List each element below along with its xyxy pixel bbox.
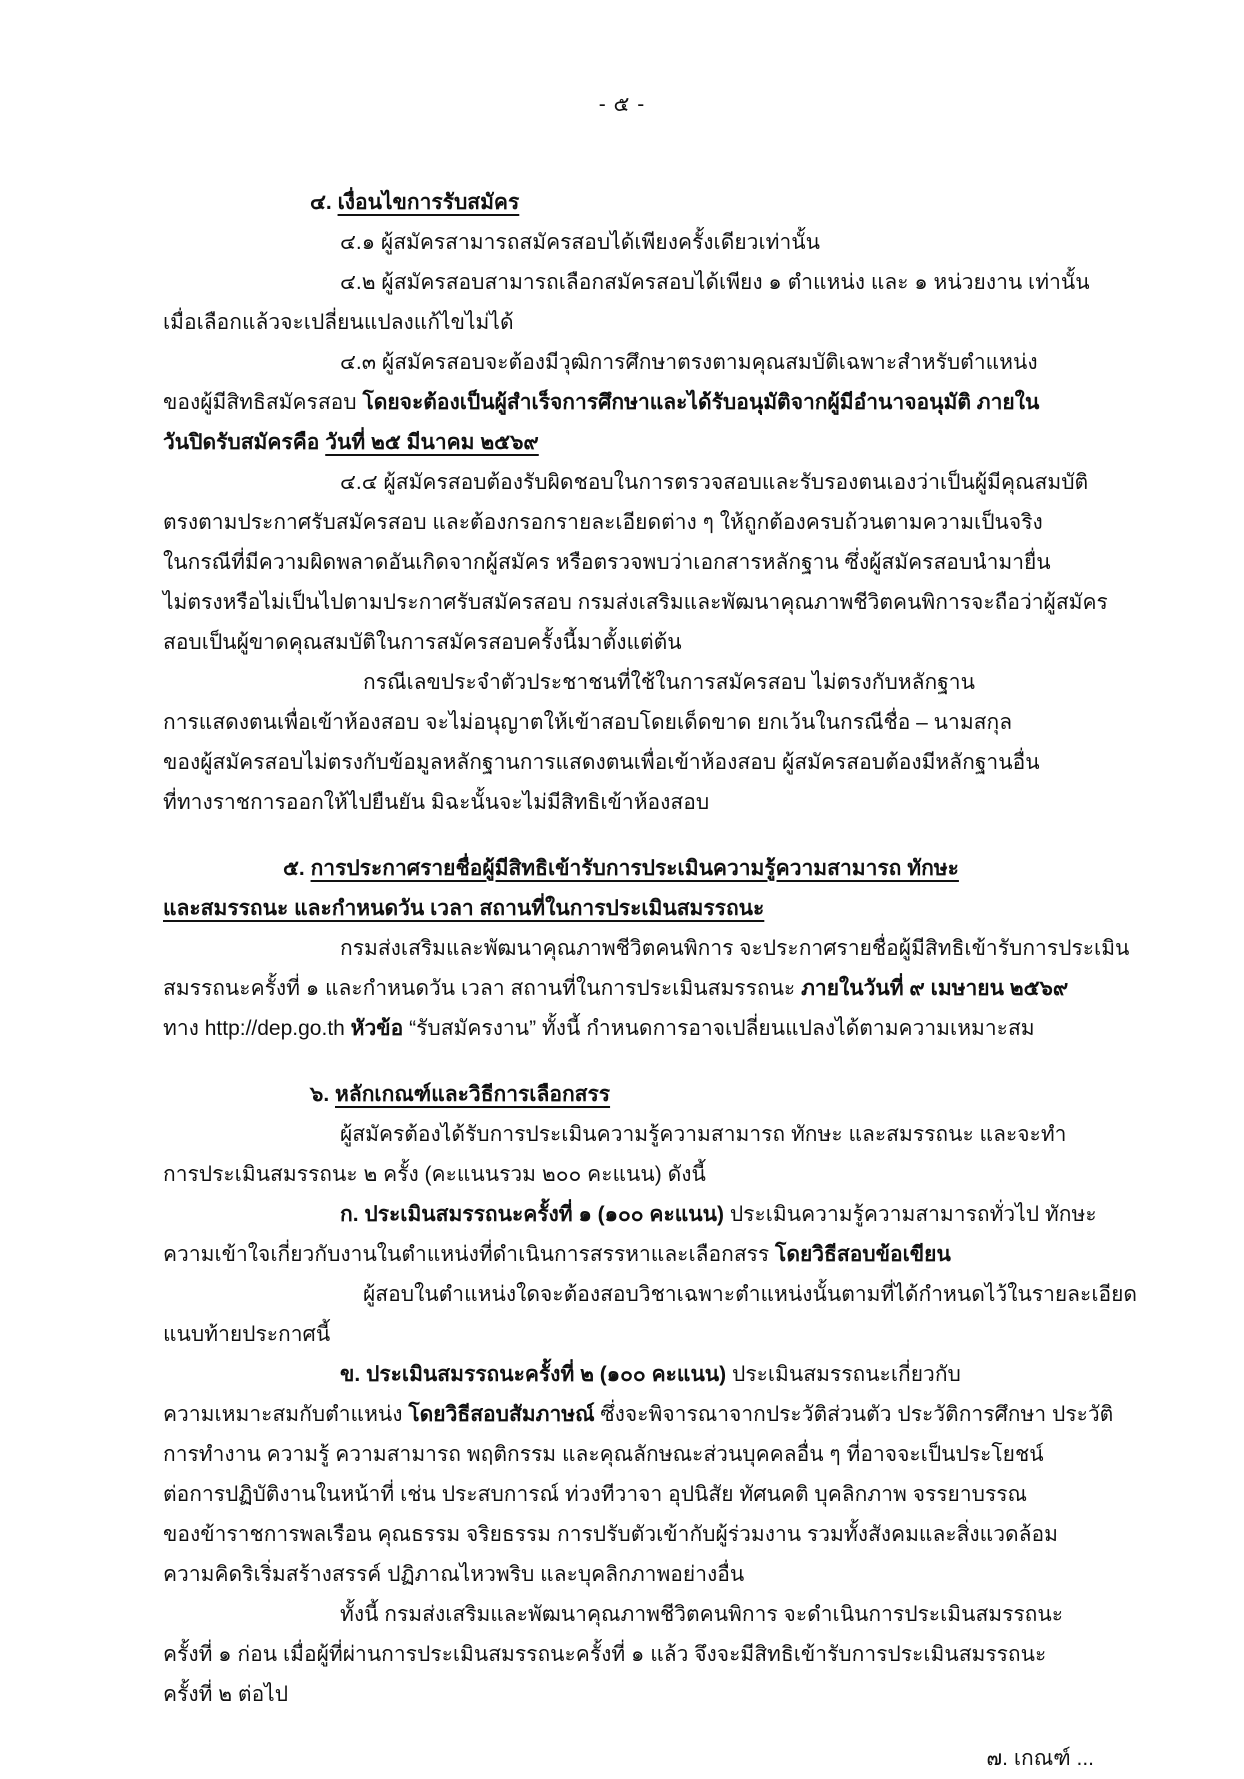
continuation-marker: ๗. เกณฑ์ ... xyxy=(986,1747,1094,1770)
doc-line xyxy=(163,1595,1093,1635)
text-run: ตรงตามประกาศรับสมัครสอบ และต้องกรอกรายละเอียดต่าง ๆ ให้ถูกต้องครบถ้วนตามความเป็นจริง xyxy=(163,511,1043,534)
text-run: ในกรณีที่มีความผิดพลาดอันเกิดจากผู้สมัคร หรือตรวจพบว่าเอกสารหลักฐาน ซึ่งผู้สมัครสอบนำมายื่น xyxy=(163,551,1051,574)
text-run: การทำงาน ความรู้ ความสามารถ พฤติกรรม และคุณลักษณะส่วนบุคคลอื่น ๆ ที่อาจจะเป็นประโยชน์ xyxy=(163,1443,1044,1466)
doc-line xyxy=(163,1155,1093,1195)
text-run: ผู้สมัครต้องได้รับการประเมินความรู้ความสามารถ ทักษะ และสมรรถนะ และจะทำ xyxy=(340,1123,1067,1146)
doc-line xyxy=(163,1235,1093,1275)
doc-line xyxy=(163,503,1093,543)
doc-line xyxy=(163,343,1093,383)
doc-line xyxy=(163,1275,1138,1315)
text-run: ที่ทางราชการออกให้ไปยืนยัน มิฉะนั้นจะไม่มีสิทธิเข้าห้องสอบ xyxy=(163,791,710,814)
doc-line xyxy=(163,1635,1093,1675)
text-run: การแสดงตนเพื่อเข้าห้องสอบ จะไม่อนุญาตให้เข้าสอบโดยเด็ดขาด ยกเว้นในกรณีชื่อ – นามสกุล xyxy=(163,711,1013,734)
text-run: ๔.๔ ผู้สมัครสอบต้องรับผิดชอบในการตรวจสอบและรับรองตนเองว่าเป็นผู้มีคุณสมบัติ xyxy=(340,471,1089,494)
doc-line xyxy=(163,1195,1097,1235)
text-run: หลักเกณฑ์และวิธีการเลือกสรร xyxy=(335,1083,611,1106)
text-run: ซึ่งจะพิจารณาจากประวัติส่วนตัว ประวัติการศึกษา ประวัติ xyxy=(594,1403,1114,1426)
doc-line xyxy=(163,423,1093,463)
text-run: ของผู้มีสิทธิสมัครสอบ xyxy=(163,391,363,414)
text-run: ๔. xyxy=(310,191,338,214)
text-run: ๔.๓ ผู้สมัครสอบจะต้องมีวุฒิการศึกษาตรงตามคุณสมบัติเฉพาะสำหรับตำแหน่ง xyxy=(340,351,1038,374)
doc-line xyxy=(163,1315,1093,1355)
text-run: ความเหมาะสมกับตำแหน่ง xyxy=(163,1403,409,1426)
text-run: ๔.๒ ผู้สมัครสอบสามารถเลือกสมัครสอบได้เพียง ๑ ตำแหน่ง และ ๑ หน่วยงาน เท่านั้น xyxy=(340,271,1090,294)
doc-line xyxy=(163,583,1108,623)
doc-line xyxy=(163,1075,1093,1115)
doc-line xyxy=(163,303,1093,343)
doc-line xyxy=(163,183,1093,223)
text-run: วันปิดรับสมัครคือ xyxy=(163,431,326,454)
text-run: ภายในวันที่ ๙ เมษายน ๒๕๖๙ xyxy=(801,977,1069,1000)
doc-line xyxy=(163,463,1093,503)
text-run: การประเมินสมรรถนะ ๒ ครั้ง (คะแนนรวม ๒๐๐ คะแนน) ดังนี้ xyxy=(163,1163,706,1186)
text-run: เงื่อนไขการรับสมัคร xyxy=(337,191,520,214)
text-run: ความเข้าใจเกี่ยวกับงานในตำแหน่งที่ดำเนินการสรรหาและเลือกสรร xyxy=(163,1243,776,1266)
text-run: ครั้งที่ ๒ ต่อไป xyxy=(163,1683,289,1706)
doc-line xyxy=(163,543,1093,583)
text-run: กรณีเลขประจำตัวประชาชนที่ใช้ในการสมัครสอบ ไม่ตรงกับหลักฐาน xyxy=(363,671,975,694)
text-run: แนบท้ายประกาศนี้ xyxy=(163,1323,331,1346)
text-run: ไม่ตรงหรือไม่เป็นไปตามประกาศรับสมัครสอบ กรมส่งเสริมและพัฒนาคุณภาพชีวิตคนพิการจะถือว่าผู้สมัคร xyxy=(163,591,1108,614)
text-run: ประเมินสมรรถนะเกี่ยวกับ xyxy=(726,1363,961,1386)
doc-line xyxy=(163,1515,1093,1555)
text-run: ข. ประเมินสมรรถนะครั้งที่ ๒ (๑๐๐ คะแนน) xyxy=(340,1363,727,1386)
doc-line xyxy=(163,1395,1114,1435)
doc-line xyxy=(163,663,1093,703)
text-run: และสมรรถนะ และกำหนดวัน เวลา สถานที่ในการประเมินสมรรถนะ xyxy=(163,897,765,920)
doc-line xyxy=(163,223,1093,263)
document-body xyxy=(0,121,1153,1715)
doc-line xyxy=(163,1475,1093,1515)
doc-line xyxy=(163,929,1130,969)
text-run: ๖. xyxy=(310,1083,335,1106)
text-run: หัวข้อ xyxy=(350,1017,404,1040)
text-run: ก. ประเมินสมรรถนะครั้งที่ ๑ (๑๐๐ คะแนน) xyxy=(340,1203,724,1226)
doc-line xyxy=(163,969,1093,1009)
text-run: กรมส่งเสริมและพัฒนาคุณภาพชีวิตคนพิการ จะประกาศรายชื่อผู้มีสิทธิเข้ารับการประเมิน xyxy=(340,937,1130,960)
page-number: - ๕ - xyxy=(598,93,646,116)
doc-line xyxy=(163,1555,1093,1595)
doc-line xyxy=(163,1009,1093,1049)
text-run: ของผู้สมัครสอบไม่ตรงกับข้อมูลหลักฐานการแสดงตนเพื่อเข้าห้องสอบ ผู้สมัครสอบต้องมีหลักฐานอื่น xyxy=(163,751,1040,774)
text-run: วันที่ ๒๕ มีนาคม ๒๕๖๙ xyxy=(325,431,539,454)
doc-line xyxy=(163,703,1093,743)
doc-line xyxy=(163,623,1093,663)
text-run: สมรรถนะครั้งที่ ๑ และกำหนดวัน เวลา สถานที่ในการประเมินสมรรถนะ xyxy=(163,977,802,1000)
doc-line xyxy=(163,263,1093,303)
text-run: “รับสมัครงาน” ทั้งนี้ กำหนดการอาจเปลี่ยนแปลงได้ตามความเหมาะสม xyxy=(403,1017,1035,1040)
text-run: ทาง http://dep.go.th xyxy=(163,1017,351,1040)
text-run: ของข้าราชการพลเรือน คุณธรรม จริยธรรม การปรับตัวเข้ากับผู้ร่วมงาน รวมทั้งสังคมและสิ่งแวดล้อม xyxy=(163,1523,1058,1546)
text-run: โดยวิธีสอบข้อเขียน xyxy=(775,1243,951,1266)
text-run: เมื่อเลือกแล้วจะเปลี่ยนแปลงแก้ไขไม่ได้ xyxy=(163,311,514,334)
text-run: ประเมินความรู้ความสามารถทั่วไป ทักษะ xyxy=(724,1203,1097,1226)
text-run: ครั้งที่ ๑ ก่อน เมื่อผู้ที่ผ่านการประเมินสมรรถนะครั้งที่ ๑ แล้ว จึงจะมีสิทธิเข้ารับการประเมินสมรรถนะ xyxy=(163,1643,1047,1666)
text-run: โดยวิธีสอบสัมภาษณ์ xyxy=(408,1403,595,1426)
text-run: ๕. xyxy=(283,857,311,880)
doc-line xyxy=(163,1675,1093,1715)
text-run: ๔.๑ ผู้สมัครสามารถสมัครสอบได้เพียงครั้งเดียวเท่านั้น xyxy=(340,231,820,254)
doc-line xyxy=(163,1435,1093,1475)
text-run: ทั้งนี้ กรมส่งเสริมและพัฒนาคุณภาพชีวิตคนพิการ จะดำเนินการประเมินสมรรถนะ xyxy=(340,1603,1064,1626)
doc-line xyxy=(163,889,1093,929)
doc-line xyxy=(163,743,1093,783)
doc-line xyxy=(163,1355,1093,1395)
text-run: ผู้สอบในตำแหน่งใดจะต้องสอบวิชาเฉพาะตำแหน่งนั้นตามที่ได้กำหนดไว้ในรายละเอียด xyxy=(363,1283,1138,1306)
text-run: สอบเป็นผู้ขาดคุณสมบัติในการสมัครสอบครั้งนี้มาตั้งแต่ต้น xyxy=(163,631,682,654)
text-run: ความคิดริเริ่มสร้างสรรค์ ปฏิภาณไหวพริบ และบุคลิกภาพอย่างอื่น xyxy=(163,1563,745,1586)
doc-line xyxy=(163,1115,1093,1155)
text-run: การประกาศรายชื่อผู้มีสิทธิเข้ารับการประเมินความรู้ความสามารถ ทักษะ xyxy=(310,857,959,880)
text-run: โดยจะต้องเป็นผู้สำเร็จการศึกษาและได้รับอนุมัติจากผู้มีอำนาจอนุมัติ ภายใน xyxy=(362,391,1040,414)
text-run: ต่อการปฏิบัติงานในหน้าที่ เช่น ประสบการณ์ ท่วงทีวาจา อุปนิสัย ทัศนคติ บุคลิกภาพ จรรยาบรรณ xyxy=(163,1483,1028,1506)
doc-line xyxy=(163,783,1093,823)
doc-line xyxy=(163,383,1093,423)
doc-line xyxy=(163,849,1093,889)
